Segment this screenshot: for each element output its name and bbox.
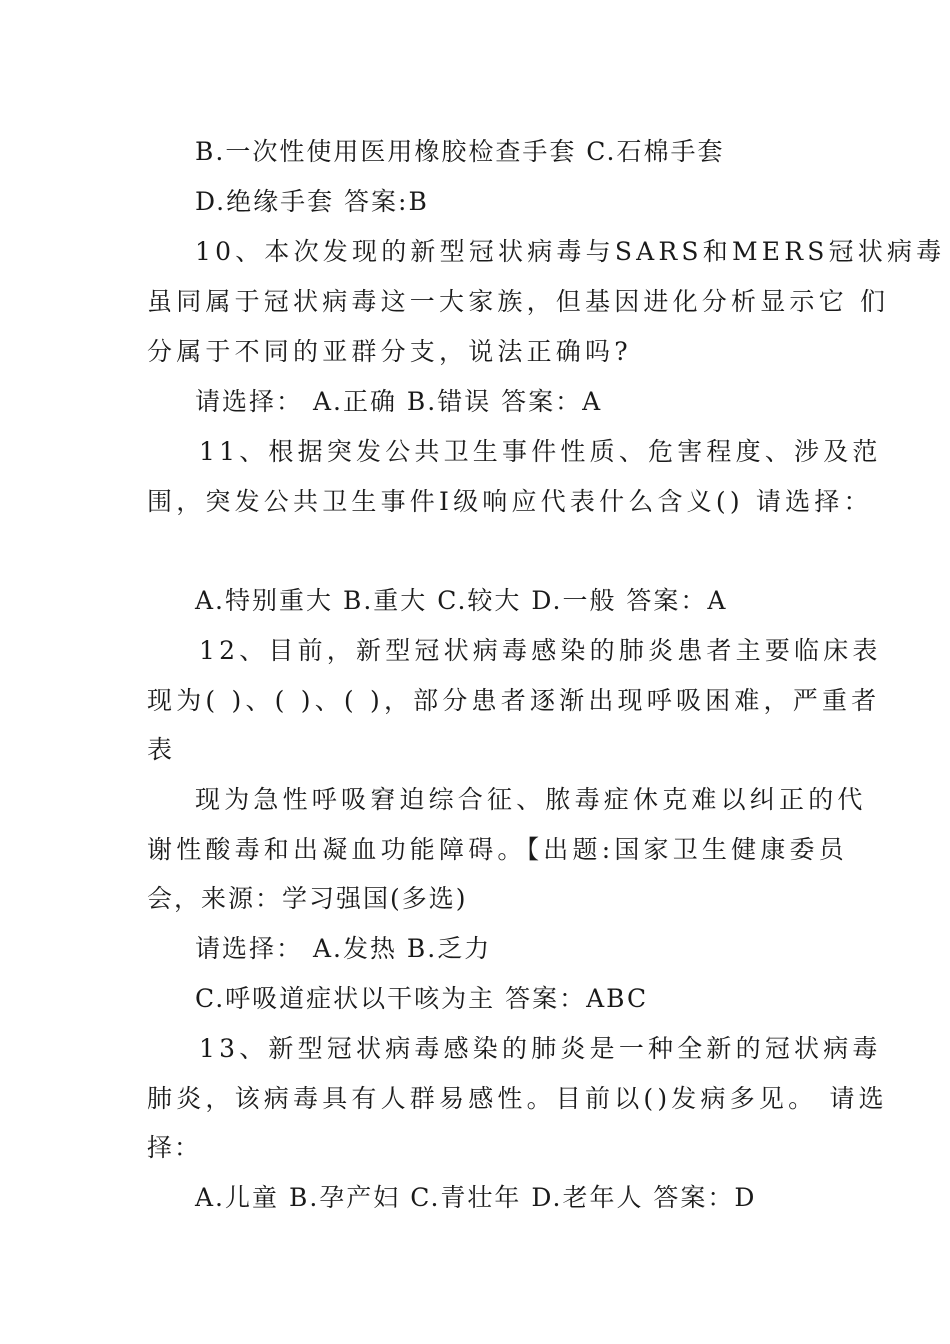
question-12-text: 现为急性呼吸窘迫综合征、脓毒症休克难以纠正的代 xyxy=(195,785,867,814)
question-13-options: A.儿童 B.孕产妇 C.青壮年 D.老年人 答案：D xyxy=(195,1183,757,1212)
question-10-text: 虽同属于冠状病毒这一大家族，但基因进化分析显示它 们 xyxy=(147,287,890,316)
question-12-source: 会，来源：学习强国(多选) xyxy=(147,884,468,913)
question-11-options: A.特别重大 B.重大 C.较大 D.一般 答案：A xyxy=(195,586,728,615)
question-12-options: 请选择： A.发热 B.乏力 xyxy=(195,934,492,963)
question-12-text: 谢性酸毒和出凝血功能障碍。【出题:国家卫生健康委员 xyxy=(147,835,848,864)
question-12-text: 现为( )、( )、( )，部分患者逐渐出现呼吸困难，严重者 xyxy=(147,686,881,715)
question-13-text: 择： xyxy=(147,1133,202,1162)
question-13-title: 13、新型冠状病毒感染的肺炎是一种全新的冠状病毒 xyxy=(199,1034,882,1063)
question-11-text: 围，突发公共卫生事件Ⅰ级响应代表什么含义() 请选择： xyxy=(147,487,873,516)
question-10-options: 请选择： A.正确 B.错误 答案：A xyxy=(195,387,603,416)
question-10-text: 分属于不同的亚群分支，说法正确吗? xyxy=(147,337,632,366)
question-11-title: 11、根据突发公共卫生事件性质、危害程度、涉及范 xyxy=(199,437,882,466)
answer-options-line: B.一次性使用医用橡胶检查手套 C.石棉手套 xyxy=(195,137,725,166)
question-10-title: 10、本次发现的新型冠状病毒与SARS和MERS冠状病毒 xyxy=(195,237,946,266)
answer-line: D.绝缘手套 答案:B xyxy=(195,187,429,216)
question-12-text: 表 xyxy=(147,735,175,764)
question-12-title: 12、目前，新型冠状病毒感染的肺炎患者主要临床表 xyxy=(199,636,882,665)
question-12-options: C.呼吸道症状以干咳为主 答案：ABC xyxy=(195,984,649,1013)
question-13-text: 肺炎，该病毒具有人群易感性。目前以()发病多见。 请选 xyxy=(147,1084,888,1113)
